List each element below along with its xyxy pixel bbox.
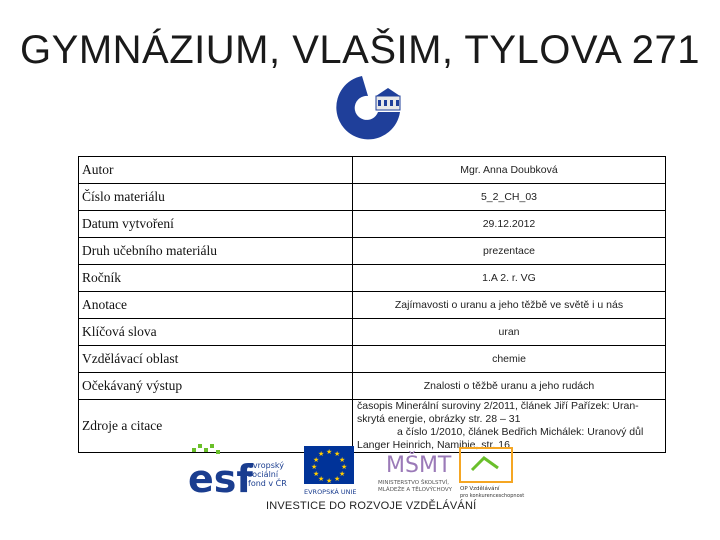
- svg-text:★: ★: [334, 475, 341, 483]
- logo-letter: V: [335, 79, 342, 89]
- svg-text:★: ★: [326, 448, 333, 456]
- material-metadata-table: [78, 156, 666, 453]
- esf-logo: [188, 444, 287, 501]
- table-row: [79, 319, 666, 346]
- source-line: časopis Minerální suroviny 2/2011, článek Jiří Pařízek: Uran-: [357, 400, 639, 412]
- source-line: a číslo 1/2010, článek Bedřich Michálek: Uranový důl: [397, 426, 644, 438]
- row-value: Mgr. Anna Doubková: [353, 157, 666, 184]
- svg-text:OP Vzdělávání: OP Vzdělávání: [460, 486, 500, 492]
- table-row: [79, 238, 666, 265]
- row-value: 29.12.2012: [353, 211, 666, 238]
- table-row: [79, 157, 666, 184]
- row-label: Očekávaný výstup: [79, 373, 353, 400]
- row-value: uran: [353, 319, 666, 346]
- op-vk-logo: [460, 448, 524, 499]
- svg-text:★: ★: [339, 470, 346, 478]
- row-value: 5_2_CH_03: [353, 184, 666, 211]
- row-value: prezentace: [353, 238, 666, 265]
- table-row: [79, 211, 666, 238]
- svg-text:★: ★: [313, 456, 320, 464]
- logo-letter: A: [323, 102, 330, 112]
- row-label: Klíčová slova: [79, 319, 353, 346]
- row-value: chemie: [353, 346, 666, 373]
- row-label: Datum vytvoření: [79, 211, 353, 238]
- row-value: 1.A 2. r. VG: [353, 265, 666, 292]
- school-logo: [312, 72, 408, 144]
- row-label: Anotace: [79, 292, 353, 319]
- svg-text:★: ★: [341, 463, 348, 471]
- row-label: Ročník: [79, 265, 353, 292]
- source-line: skrytá energie, obrázky str. 28 – 31: [357, 413, 521, 425]
- row-value: Zajímavosti o uranu a jeho těžbě ve světě i u nás: [353, 292, 666, 319]
- logo-letter: L: [327, 90, 333, 100]
- svg-text:sociální: sociální: [248, 470, 279, 479]
- msmt-wordmark: MŠMT: [386, 453, 452, 478]
- row-label: Autor: [79, 157, 353, 184]
- svg-text:evropský: evropský: [248, 461, 284, 470]
- table-row: [79, 346, 666, 373]
- table-row: [79, 265, 666, 292]
- source-line: Langer Heinrich, Namibie, str. 16: [357, 439, 510, 451]
- svg-text:EVROPSKÁ UNIE: EVROPSKÁ UNIE: [304, 488, 357, 496]
- row-label: Číslo materiálu: [79, 184, 353, 211]
- footer-slogan: INVESTICE DO ROZVOJE VZDĚLÁVÁNÍ: [266, 500, 477, 512]
- table-row: [79, 184, 666, 211]
- logo-letter: Š: [324, 114, 331, 124]
- svg-text:★: ★: [318, 450, 325, 458]
- row-label: Druh učebního materiálu: [79, 238, 353, 265]
- svg-text:fond v ČR: fond v ČR: [248, 479, 287, 488]
- table-row: [79, 292, 666, 319]
- table-row: [79, 373, 666, 400]
- row-value: Znalosti o těžbě uranu a jeho rudách: [353, 373, 666, 400]
- eu-flag: [304, 446, 357, 496]
- row-label: Vzdělávací oblast: [79, 346, 353, 373]
- esf-wordmark: esf: [188, 457, 253, 501]
- logo-letter: M: [338, 134, 347, 144]
- svg-text:★: ★: [311, 463, 318, 471]
- svg-text:★: ★: [339, 456, 346, 464]
- svg-text:MLÁDEŽE A TĚLOVÝCHOVY: MLÁDEŽE A TĚLOVÝCHOVY: [378, 487, 452, 493]
- svg-text:★: ★: [334, 450, 341, 458]
- page-title: GYMNÁZIUM, VLAŠIM, TYLOVA 271: [20, 28, 700, 72]
- svg-text:★: ★: [318, 475, 325, 483]
- logo-letter: I: [329, 125, 333, 135]
- row-label: Zdroje a citace: [79, 400, 353, 453]
- svg-text:pro konkurenceschopnost: pro konkurenceschopnost: [460, 493, 525, 499]
- msmt-logo: [378, 452, 453, 493]
- svg-text:MINISTERSTVO ŠKOLSTVÍ,: MINISTERSTVO ŠKOLSTVÍ,: [378, 480, 450, 486]
- svg-text:★: ★: [326, 477, 333, 485]
- svg-text:★: ★: [313, 470, 320, 478]
